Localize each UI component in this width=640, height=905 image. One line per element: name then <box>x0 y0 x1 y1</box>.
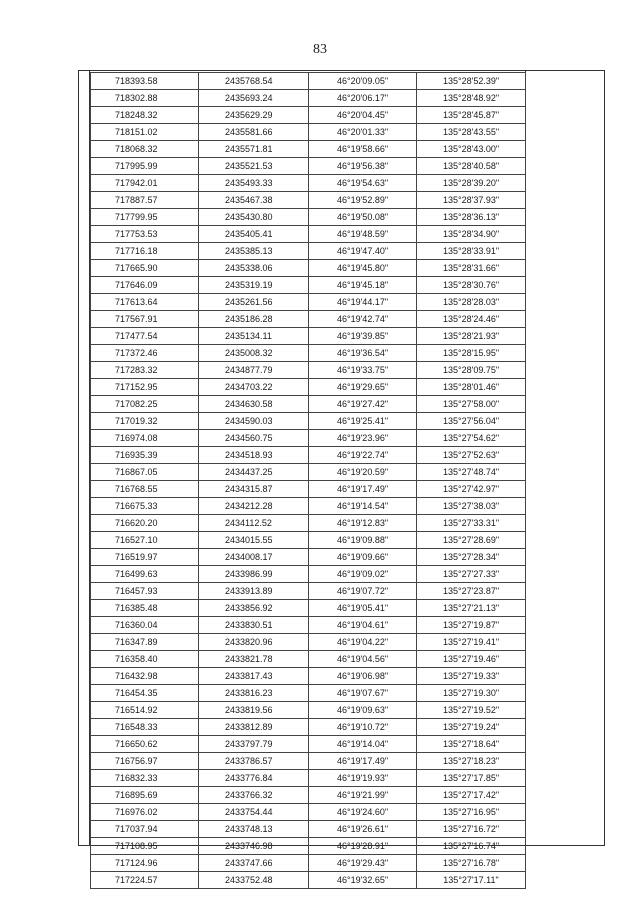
longitude-cell: 135°28'40.58" <box>417 158 526 175</box>
table-row <box>91 277 526 294</box>
y-coordinate-cell: 2434008.17 <box>199 549 309 566</box>
longitude-cell: 135°28'01.46" <box>417 379 526 396</box>
longitude-cell: 135°28'43.55" <box>417 124 526 141</box>
longitude-cell: 135°28'24.46" <box>417 311 526 328</box>
latitude-cell: 46°19'27.42" <box>309 396 417 413</box>
y-coordinate-cell: 2433812.89 <box>199 719 309 736</box>
longitude-cell: 135°27'48.74" <box>417 464 526 481</box>
table-row <box>91 804 526 821</box>
y-coordinate-cell: 2435629.29 <box>199 107 309 124</box>
y-coordinate-cell: 2435338.06 <box>199 260 309 277</box>
x-coordinate-cell: 717665.90 <box>91 260 199 277</box>
longitude-cell: 135°27'28.69" <box>417 532 526 549</box>
x-coordinate-cell: 718248.32 <box>91 107 199 124</box>
table-row <box>91 753 526 770</box>
y-coordinate-cell: 2435134.11 <box>199 328 309 345</box>
y-coordinate-cell: 2434212.28 <box>199 498 309 515</box>
table-row <box>91 413 526 430</box>
y-coordinate-cell: 2434877.79 <box>199 362 309 379</box>
y-coordinate-cell: 2433816.23 <box>199 685 309 702</box>
latitude-cell: 46°20'09.05" <box>309 73 417 90</box>
table-row <box>91 260 526 277</box>
page-number: 83 <box>313 42 327 57</box>
coordinates-table-body <box>91 73 526 889</box>
y-coordinate-cell: 2435693.24 <box>199 90 309 107</box>
table-row <box>91 430 526 447</box>
x-coordinate-cell: 716867.05 <box>91 464 199 481</box>
longitude-cell: 135°27'54.62" <box>417 430 526 447</box>
latitude-cell: 46°19'05.41" <box>309 600 417 617</box>
x-coordinate-cell: 717283.32 <box>91 362 199 379</box>
table-row <box>91 617 526 634</box>
y-coordinate-cell: 2434518.93 <box>199 447 309 464</box>
table-row <box>91 532 526 549</box>
x-coordinate-cell: 716675.33 <box>91 498 199 515</box>
longitude-cell: 135°27'16.74" <box>417 838 526 855</box>
y-coordinate-cell: 2435493.33 <box>199 175 309 192</box>
latitude-cell: 46°20'01.33" <box>309 124 417 141</box>
y-coordinate-cell: 2435385.13 <box>199 243 309 260</box>
y-coordinate-cell: 2433746.98 <box>199 838 309 855</box>
longitude-cell: 135°28'34.90" <box>417 226 526 243</box>
longitude-cell: 135°27'19.30" <box>417 685 526 702</box>
x-coordinate-cell: 717108.95 <box>91 838 199 855</box>
x-coordinate-cell: 717567.91 <box>91 311 199 328</box>
table-row <box>91 209 526 226</box>
table-row <box>91 685 526 702</box>
y-coordinate-cell: 2435405.41 <box>199 226 309 243</box>
latitude-cell: 46°19'48.59" <box>309 226 417 243</box>
x-coordinate-cell: 716527.10 <box>91 532 199 549</box>
x-coordinate-cell: 716432.98 <box>91 668 199 685</box>
y-coordinate-cell: 2435571.81 <box>199 141 309 158</box>
x-coordinate-cell: 716756.97 <box>91 753 199 770</box>
longitude-cell: 135°28'21.93" <box>417 328 526 345</box>
longitude-cell: 135°28'39.20" <box>417 175 526 192</box>
latitude-cell: 46°19'19.93" <box>309 770 417 787</box>
y-coordinate-cell: 2435467.38 <box>199 192 309 209</box>
latitude-cell: 46°19'21.99" <box>309 787 417 804</box>
table-row <box>91 821 526 838</box>
x-coordinate-cell: 717372.46 <box>91 345 199 362</box>
table-row <box>91 498 526 515</box>
longitude-cell: 135°27'27.33" <box>417 566 526 583</box>
latitude-cell: 46°19'04.22" <box>309 634 417 651</box>
x-coordinate-cell: 717887.57 <box>91 192 199 209</box>
x-coordinate-cell: 717613.64 <box>91 294 199 311</box>
table-row <box>91 124 526 141</box>
latitude-cell: 46°20'06.17" <box>309 90 417 107</box>
longitude-cell: 135°27'56.04" <box>417 413 526 430</box>
longitude-cell: 135°28'45.87" <box>417 107 526 124</box>
longitude-cell: 135°27'19.41" <box>417 634 526 651</box>
longitude-cell: 135°27'18.64" <box>417 736 526 753</box>
y-coordinate-cell: 2434112.52 <box>199 515 309 532</box>
x-coordinate-cell: 716976.02 <box>91 804 199 821</box>
table-row <box>91 362 526 379</box>
table-row <box>91 634 526 651</box>
table-row <box>91 294 526 311</box>
longitude-cell: 135°27'16.78" <box>417 855 526 872</box>
latitude-cell: 46°19'28.91" <box>309 838 417 855</box>
longitude-cell: 135°27'19.46" <box>417 651 526 668</box>
longitude-cell: 135°27'33.31" <box>417 515 526 532</box>
latitude-cell: 46°19'20.59" <box>309 464 417 481</box>
y-coordinate-cell: 2434315.87 <box>199 481 309 498</box>
coordinates-table <box>90 72 526 889</box>
y-coordinate-cell: 2434560.75 <box>199 430 309 447</box>
x-coordinate-cell: 716895.69 <box>91 787 199 804</box>
x-coordinate-cell: 717037.94 <box>91 821 199 838</box>
y-coordinate-cell: 2433786.57 <box>199 753 309 770</box>
y-coordinate-cell: 2434703.22 <box>199 379 309 396</box>
latitude-cell: 46°19'17.49" <box>309 753 417 770</box>
x-coordinate-cell: 716360.04 <box>91 617 199 634</box>
longitude-cell: 135°27'19.33" <box>417 668 526 685</box>
x-coordinate-cell: 716457.93 <box>91 583 199 600</box>
x-coordinate-cell: 717799.95 <box>91 209 199 226</box>
table-row <box>91 668 526 685</box>
latitude-cell: 46°19'25.41" <box>309 413 417 430</box>
x-coordinate-cell: 717942.01 <box>91 175 199 192</box>
table-row <box>91 872 526 889</box>
latitude-cell: 46°19'06.98" <box>309 668 417 685</box>
y-coordinate-cell: 2433747.66 <box>199 855 309 872</box>
latitude-cell: 46°19'50.08" <box>309 209 417 226</box>
latitude-cell: 46°19'17.49" <box>309 481 417 498</box>
table-row <box>91 396 526 413</box>
x-coordinate-cell: 718151.02 <box>91 124 199 141</box>
latitude-cell: 46°19'04.56" <box>309 651 417 668</box>
x-coordinate-cell: 716358.40 <box>91 651 199 668</box>
table-row <box>91 73 526 90</box>
table-row <box>91 175 526 192</box>
table-row <box>91 583 526 600</box>
y-coordinate-cell: 2435186.28 <box>199 311 309 328</box>
y-coordinate-cell: 2433766.32 <box>199 787 309 804</box>
y-coordinate-cell: 2433797.79 <box>199 736 309 753</box>
y-coordinate-cell: 2433817.43 <box>199 668 309 685</box>
y-coordinate-cell: 2433913.89 <box>199 583 309 600</box>
x-coordinate-cell: 717224.57 <box>91 872 199 889</box>
latitude-cell: 46°19'54.63" <box>309 175 417 192</box>
longitude-cell: 135°27'17.11" <box>417 872 526 889</box>
longitude-cell: 135°27'19.24" <box>417 719 526 736</box>
latitude-cell: 46°19'44.17" <box>309 294 417 311</box>
latitude-cell: 46°19'14.54" <box>309 498 417 515</box>
latitude-cell: 46°19'33.75" <box>309 362 417 379</box>
latitude-cell: 46°19'07.67" <box>309 685 417 702</box>
x-coordinate-cell: 716935.39 <box>91 447 199 464</box>
x-coordinate-cell: 717995.99 <box>91 158 199 175</box>
longitude-cell: 135°27'38.03" <box>417 498 526 515</box>
table-row <box>91 345 526 362</box>
y-coordinate-cell: 2433752.48 <box>199 872 309 889</box>
longitude-cell: 135°27'21.13" <box>417 600 526 617</box>
table-row <box>91 736 526 753</box>
x-coordinate-cell: 716499.63 <box>91 566 199 583</box>
table-row <box>91 447 526 464</box>
longitude-cell: 135°28'15.95" <box>417 345 526 362</box>
x-coordinate-cell: 717477.54 <box>91 328 199 345</box>
y-coordinate-cell: 2434590.03 <box>199 413 309 430</box>
x-coordinate-cell: 717152.95 <box>91 379 199 396</box>
latitude-cell: 46°19'32.65" <box>309 872 417 889</box>
longitude-cell: 135°28'30.76" <box>417 277 526 294</box>
y-coordinate-cell: 2433748.13 <box>199 821 309 838</box>
longitude-cell: 135°27'23.87" <box>417 583 526 600</box>
table-row <box>91 464 526 481</box>
latitude-cell: 46°19'47.40" <box>309 243 417 260</box>
latitude-cell: 46°19'10.72" <box>309 719 417 736</box>
y-coordinate-cell: 2435521.53 <box>199 158 309 175</box>
latitude-cell: 46°19'09.88" <box>309 532 417 549</box>
longitude-cell: 135°28'31.66" <box>417 260 526 277</box>
x-coordinate-cell: 716620.20 <box>91 515 199 532</box>
table-row <box>91 481 526 498</box>
y-coordinate-cell: 2433830.51 <box>199 617 309 634</box>
longitude-cell: 135°28'09.75" <box>417 362 526 379</box>
x-coordinate-cell: 717082.25 <box>91 396 199 413</box>
table-row <box>91 311 526 328</box>
longitude-cell: 135°27'16.72" <box>417 821 526 838</box>
latitude-cell: 46°19'09.63" <box>309 702 417 719</box>
latitude-cell: 46°19'58.66" <box>309 141 417 158</box>
x-coordinate-cell: 718302.88 <box>91 90 199 107</box>
longitude-cell: 135°28'37.93" <box>417 192 526 209</box>
table-row <box>91 107 526 124</box>
x-coordinate-cell: 716650.62 <box>91 736 199 753</box>
longitude-cell: 135°27'52.63" <box>417 447 526 464</box>
table-row <box>91 192 526 209</box>
latitude-cell: 46°19'45.80" <box>309 260 417 277</box>
longitude-cell: 135°27'19.52" <box>417 702 526 719</box>
table-row <box>91 770 526 787</box>
y-coordinate-cell: 2435430.80 <box>199 209 309 226</box>
y-coordinate-cell: 2433856.92 <box>199 600 309 617</box>
latitude-cell: 46°19'24.60" <box>309 804 417 821</box>
x-coordinate-cell: 717716.18 <box>91 243 199 260</box>
longitude-cell: 135°27'17.85" <box>417 770 526 787</box>
y-coordinate-cell: 2435319.19 <box>199 277 309 294</box>
table-row <box>91 141 526 158</box>
latitude-cell: 46°19'39.85" <box>309 328 417 345</box>
x-coordinate-cell: 716347.89 <box>91 634 199 651</box>
y-coordinate-cell: 2433821.78 <box>199 651 309 668</box>
latitude-cell: 46°19'26.61" <box>309 821 417 838</box>
latitude-cell: 46°19'09.66" <box>309 549 417 566</box>
longitude-cell: 135°28'36.13" <box>417 209 526 226</box>
x-coordinate-cell: 718068.32 <box>91 141 199 158</box>
longitude-cell: 135°27'58.00" <box>417 396 526 413</box>
y-coordinate-cell: 2433986.99 <box>199 566 309 583</box>
latitude-cell: 46°19'36.54" <box>309 345 417 362</box>
longitude-cell: 135°28'28.03" <box>417 294 526 311</box>
table-row <box>91 719 526 736</box>
latitude-cell: 46°19'09.02" <box>309 566 417 583</box>
table-row <box>91 226 526 243</box>
y-coordinate-cell: 2435261.56 <box>199 294 309 311</box>
table-row <box>91 600 526 617</box>
x-coordinate-cell: 716768.55 <box>91 481 199 498</box>
latitude-cell: 46°20'04.45" <box>309 107 417 124</box>
latitude-cell: 46°19'23.96" <box>309 430 417 447</box>
longitude-cell: 135°28'43.00" <box>417 141 526 158</box>
table-row <box>91 549 526 566</box>
longitude-cell: 135°27'18.23" <box>417 753 526 770</box>
latitude-cell: 46°19'29.43" <box>309 855 417 872</box>
y-coordinate-cell: 2433776.84 <box>199 770 309 787</box>
x-coordinate-cell: 717019.32 <box>91 413 199 430</box>
y-coordinate-cell: 2435008.32 <box>199 345 309 362</box>
longitude-cell: 135°27'42.97" <box>417 481 526 498</box>
y-coordinate-cell: 2435768.54 <box>199 73 309 90</box>
table-row <box>91 515 526 532</box>
longitude-cell: 135°28'48.92" <box>417 90 526 107</box>
table-row <box>91 379 526 396</box>
latitude-cell: 46°19'52.89" <box>309 192 417 209</box>
x-coordinate-cell: 716832.33 <box>91 770 199 787</box>
y-coordinate-cell: 2434437.25 <box>199 464 309 481</box>
table-row <box>91 243 526 260</box>
y-coordinate-cell: 2433820.96 <box>199 634 309 651</box>
table-row <box>91 566 526 583</box>
table-right-empty-column <box>525 70 605 846</box>
latitude-cell: 46°19'45.18" <box>309 277 417 294</box>
y-coordinate-cell: 2433754.44 <box>199 804 309 821</box>
longitude-cell: 135°27'28.34" <box>417 549 526 566</box>
x-coordinate-cell: 717124.96 <box>91 855 199 872</box>
longitude-cell: 135°27'16.95" <box>417 804 526 821</box>
y-coordinate-cell: 2434015.55 <box>199 532 309 549</box>
longitude-cell: 135°28'33.91" <box>417 243 526 260</box>
longitude-cell: 135°27'17.42" <box>417 787 526 804</box>
latitude-cell: 46°19'14.04" <box>309 736 417 753</box>
latitude-cell: 46°19'42.74" <box>309 311 417 328</box>
x-coordinate-cell: 717753.53 <box>91 226 199 243</box>
x-coordinate-cell: 716514.92 <box>91 702 199 719</box>
table-row <box>91 90 526 107</box>
latitude-cell: 46°19'22.74" <box>309 447 417 464</box>
table-row <box>91 158 526 175</box>
table-row <box>91 855 526 872</box>
x-coordinate-cell: 716385.48 <box>91 600 199 617</box>
longitude-cell: 135°28'52.39" <box>417 73 526 90</box>
table-row <box>91 838 526 855</box>
x-coordinate-cell: 717646.09 <box>91 277 199 294</box>
table-row <box>91 651 526 668</box>
table-left-margin-column <box>78 70 90 846</box>
x-coordinate-cell: 716519.97 <box>91 549 199 566</box>
table-row <box>91 702 526 719</box>
latitude-cell: 46°19'12.83" <box>309 515 417 532</box>
table-row <box>91 328 526 345</box>
x-coordinate-cell: 716454.35 <box>91 685 199 702</box>
table-row <box>91 787 526 804</box>
x-coordinate-cell: 716974.08 <box>91 430 199 447</box>
y-coordinate-cell: 2435581.66 <box>199 124 309 141</box>
longitude-cell: 135°27'19.87" <box>417 617 526 634</box>
y-coordinate-cell: 2434630.58 <box>199 396 309 413</box>
latitude-cell: 46°19'56.38" <box>309 158 417 175</box>
y-coordinate-cell: 2433819.56 <box>199 702 309 719</box>
latitude-cell: 46°19'29.65" <box>309 379 417 396</box>
latitude-cell: 46°19'07.72" <box>309 583 417 600</box>
latitude-cell: 46°19'04.61" <box>309 617 417 634</box>
x-coordinate-cell: 718393.58 <box>91 73 199 90</box>
x-coordinate-cell: 716548.33 <box>91 719 199 736</box>
